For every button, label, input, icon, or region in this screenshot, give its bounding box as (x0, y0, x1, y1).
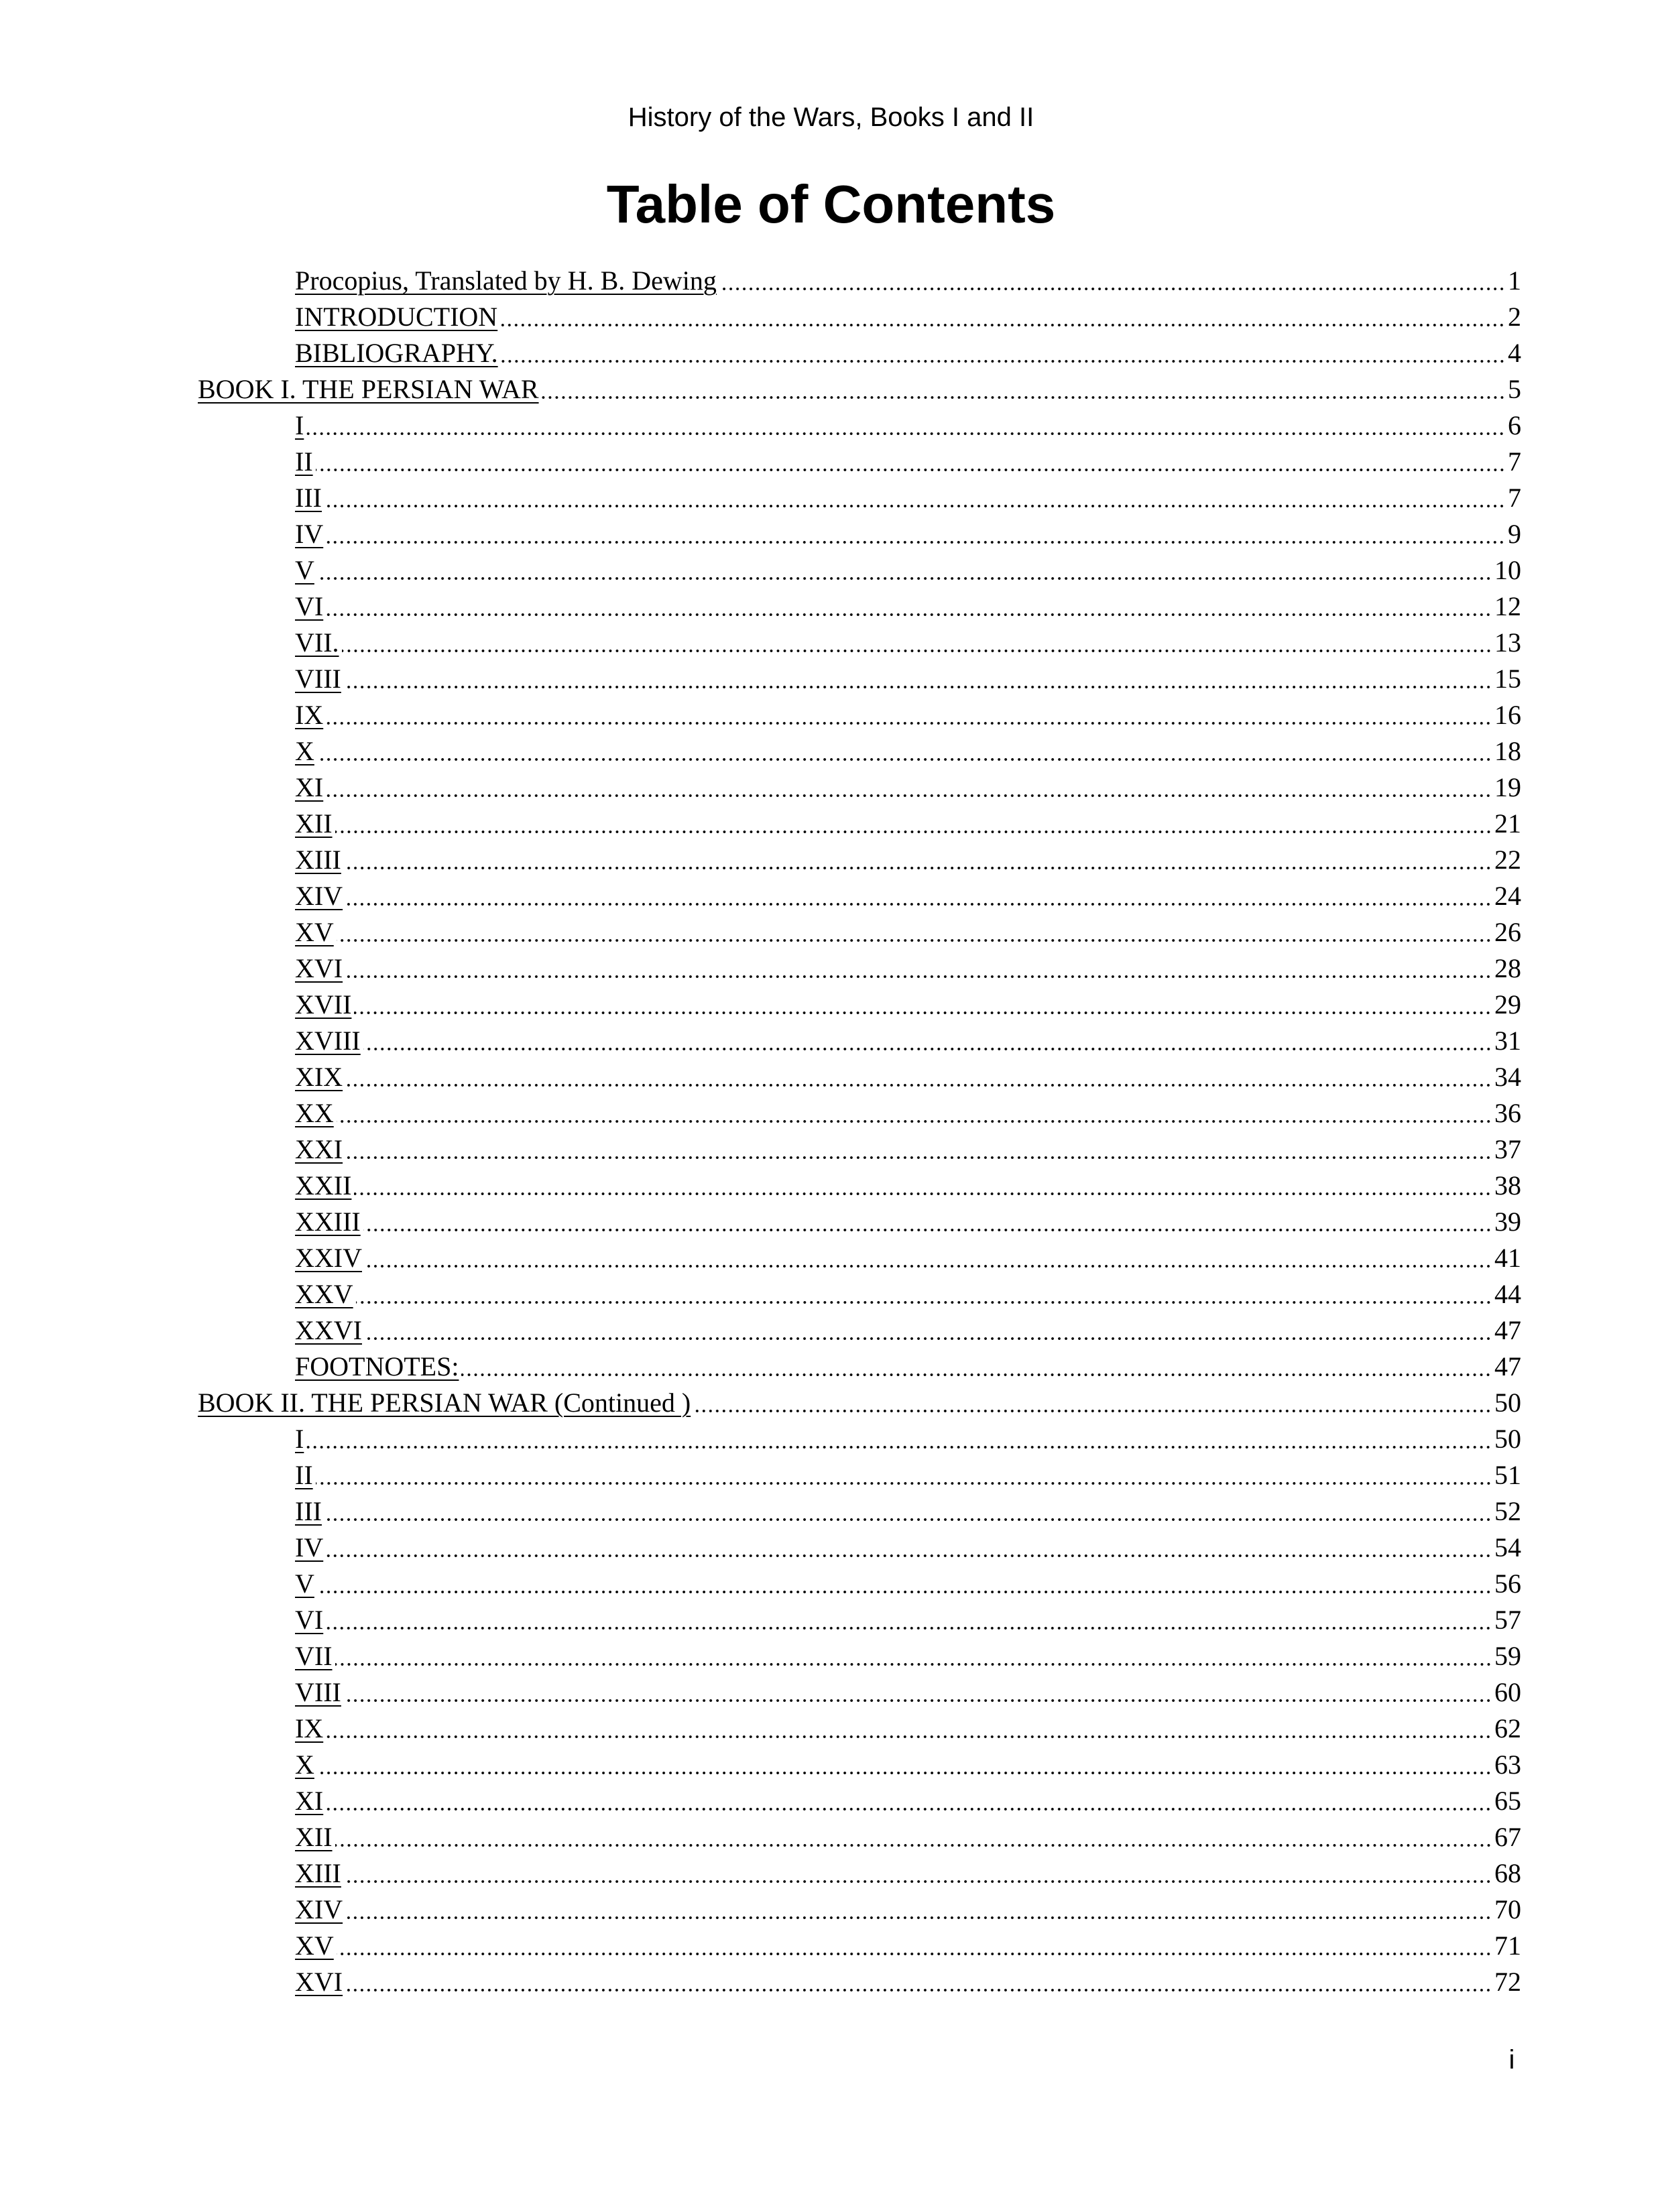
toc-entry-link[interactable]: XII (295, 808, 333, 839)
dot-leader (317, 757, 1492, 762)
dot-leader (326, 612, 1492, 617)
toc-entry (295, 334, 1521, 370)
toc-entry (198, 1384, 1521, 1420)
dot-leader (363, 1046, 1492, 1052)
toc-entry-link[interactable]: BOOK II. THE PERSIAN WAR (Continued ) (198, 1388, 691, 1418)
toc-entry-link[interactable]: XXII (295, 1170, 352, 1201)
toc-entry-link[interactable]: Procopius, Translated by H. B. Dewing (295, 265, 717, 296)
dot-leader (306, 431, 1505, 436)
toc-entry-page: 50 (1494, 1424, 1521, 1454)
toc-entry (295, 660, 1521, 696)
toc-entry-link[interactable]: II (295, 446, 313, 477)
page-number: i (1508, 2045, 1515, 2075)
toc-entry-link[interactable]: XI (295, 772, 324, 802)
toc-entry-page: 65 (1494, 1786, 1521, 1816)
toc-entry (295, 913, 1521, 949)
toc-entry-page: 7 (1508, 483, 1521, 513)
toc-entry (295, 1709, 1521, 1745)
dot-leader (542, 395, 1505, 400)
toc-entry-link[interactable]: XXIV (295, 1243, 362, 1273)
dot-leader (306, 1445, 1492, 1450)
toc-entry (295, 1492, 1521, 1528)
toc-entry (295, 1601, 1521, 1637)
toc-entry (295, 1203, 1521, 1239)
toc-entry-link[interactable]: VIII (295, 664, 341, 694)
toc-entry-link[interactable]: I (295, 1424, 304, 1454)
toc-entry (295, 1347, 1521, 1384)
toc-entry-link[interactable]: VI (295, 1605, 324, 1635)
toc-entry-link[interactable]: VI (295, 591, 324, 621)
toc-entry-link[interactable]: V (295, 555, 314, 585)
dot-leader (316, 1481, 1492, 1486)
toc-entry-link[interactable]: XIX (295, 1062, 343, 1092)
dot-leader (335, 829, 1492, 835)
dot-leader (693, 1408, 1492, 1414)
toc-entry-page: 6 (1508, 410, 1521, 440)
toc-entry (295, 768, 1521, 804)
toc-entry-page: 10 (1494, 555, 1521, 585)
toc-entry (295, 1130, 1521, 1166)
toc-entry-link[interactable]: IV (295, 519, 324, 549)
toc-entry-page: 47 (1494, 1351, 1521, 1381)
toc-entry-page: 37 (1494, 1134, 1521, 1164)
dot-leader (326, 1625, 1492, 1631)
toc-entry-page: 72 (1494, 1967, 1521, 1997)
dot-leader (344, 865, 1492, 871)
toc-entry-page: 67 (1494, 1822, 1521, 1852)
dot-leader (342, 648, 1492, 654)
dot-leader (345, 1915, 1492, 1920)
toc-entry-link[interactable]: XII (295, 1822, 333, 1852)
toc-entry-page: 13 (1494, 627, 1521, 658)
toc-entry-link[interactable]: X (295, 1749, 314, 1780)
toc-entry (295, 1058, 1521, 1094)
dot-leader (335, 1662, 1492, 1667)
toc-entry-page: 12 (1494, 591, 1521, 621)
dot-leader (337, 1119, 1492, 1124)
toc-entry-link[interactable]: XXVI (295, 1315, 362, 1345)
toc-entry-link[interactable]: XXIII (295, 1207, 361, 1237)
toc-entry-link[interactable]: XI (295, 1786, 324, 1816)
dot-leader (344, 1879, 1492, 1884)
toc-entry (295, 623, 1521, 660)
toc-entry-page: 7 (1508, 446, 1521, 477)
dot-leader (345, 1155, 1492, 1160)
toc-entry (295, 442, 1521, 479)
dot-leader (326, 1553, 1492, 1558)
toc-entry-link[interactable]: VIII (295, 1677, 341, 1707)
toc-entry (295, 1890, 1521, 1926)
toc-entry-page: 1 (1508, 265, 1521, 296)
dot-leader (337, 938, 1492, 943)
toc-entry-page: 54 (1494, 1532, 1521, 1562)
toc-entry (295, 1166, 1521, 1203)
toc-entry (198, 370, 1521, 406)
toc-entry (295, 515, 1521, 551)
toc-entry-page: 18 (1494, 736, 1521, 766)
dot-leader (461, 1372, 1492, 1377)
running-header: History of the Wars, Books I and II (628, 103, 1034, 132)
toc-entry-link[interactable]: BIBLIOGRAPHY. (295, 338, 498, 368)
toc-entry-page: 16 (1494, 700, 1521, 730)
dot-leader (344, 684, 1492, 690)
toc-entry (295, 841, 1521, 877)
dot-leader (335, 1843, 1492, 1848)
toc-entry (295, 1564, 1521, 1601)
toc-entry-page: 57 (1494, 1605, 1521, 1635)
toc-entry-link[interactable]: XIII (295, 1858, 341, 1888)
dot-leader (500, 322, 1505, 328)
toc-entry-link[interactable]: II (295, 1460, 313, 1490)
toc-entry-link[interactable]: XIV (295, 1894, 343, 1924)
toc-entry-page: 51 (1494, 1460, 1521, 1490)
dot-leader (365, 1264, 1492, 1269)
dot-leader (316, 467, 1505, 473)
toc-entry (295, 1022, 1521, 1058)
dot-leader (354, 1010, 1492, 1016)
dot-leader (345, 902, 1492, 907)
toc-entry (295, 877, 1521, 913)
toc-entry-link[interactable]: XX (295, 1098, 334, 1128)
toc-entry-link[interactable]: VII. (295, 627, 339, 658)
dot-leader (324, 1517, 1492, 1522)
toc-entry-link[interactable]: XVI (295, 953, 343, 983)
dot-leader (345, 1083, 1492, 1088)
toc-entry-page: 63 (1494, 1749, 1521, 1780)
toc-entry (295, 1926, 1521, 1963)
toc-entry-page: 19 (1494, 772, 1521, 802)
toc-entry-page: 24 (1494, 881, 1521, 911)
toc-entry (295, 261, 1521, 298)
toc-entry-page: 26 (1494, 917, 1521, 947)
dot-leader (337, 1951, 1492, 1957)
toc-entry (295, 551, 1521, 587)
toc-entry (295, 1745, 1521, 1782)
toc-entry-page: 62 (1494, 1713, 1521, 1743)
toc-entry (295, 985, 1521, 1022)
toc-entry-page: 22 (1494, 845, 1521, 875)
toc-entry-link[interactable]: III (295, 483, 322, 513)
dot-leader (326, 721, 1492, 726)
toc-entry-page: 9 (1508, 519, 1521, 549)
toc-entry (295, 732, 1521, 768)
dot-leader (719, 286, 1505, 292)
toc-entry-link[interactable]: XIV (295, 881, 343, 911)
toc-entry-link[interactable]: V (295, 1569, 314, 1599)
toc-entry-link[interactable]: I (295, 410, 304, 440)
toc-entry-page: 15 (1494, 664, 1521, 694)
toc-entry-page: 70 (1494, 1894, 1521, 1924)
toc-entry (295, 696, 1521, 732)
dot-leader (354, 1191, 1492, 1196)
toc-entry (295, 1673, 1521, 1709)
toc-entry-page: 68 (1494, 1858, 1521, 1888)
toc-entry (295, 804, 1521, 841)
toc-entry-link[interactable]: XV (295, 917, 334, 947)
toc-entry (295, 1637, 1521, 1673)
toc-entry-page: 38 (1494, 1170, 1521, 1201)
toc-entry-page: 34 (1494, 1062, 1521, 1092)
toc-entry-page: 47 (1494, 1315, 1521, 1345)
toc-entry (295, 1456, 1521, 1492)
toc-entry-link[interactable]: XXI (295, 1134, 343, 1164)
toc-entry (295, 1420, 1521, 1456)
toc-entry-link[interactable]: XV (295, 1930, 334, 1961)
toc-entry-link[interactable]: XVII (295, 989, 352, 1020)
toc-entry-page: 4 (1508, 338, 1521, 368)
toc-entry (295, 1782, 1521, 1818)
toc-entry-link[interactable]: BOOK I. THE PERSIAN WAR (198, 374, 539, 404)
toc-entry-page: 44 (1494, 1279, 1521, 1309)
toc-entry (295, 1963, 1521, 1999)
toc-entry (295, 406, 1521, 442)
toc-entry (295, 949, 1521, 985)
toc-entry-page: 41 (1494, 1243, 1521, 1273)
dot-leader (317, 1589, 1492, 1595)
toc-entry (295, 1854, 1521, 1890)
toc-entry-link[interactable]: X (295, 736, 314, 766)
toc-entry (295, 1818, 1521, 1854)
dot-leader (345, 1987, 1492, 1993)
toc-entry-link[interactable]: IX (295, 1713, 324, 1743)
dot-leader (317, 576, 1492, 581)
toc-entry-link[interactable]: IV (295, 1532, 324, 1562)
dot-leader (326, 1734, 1492, 1739)
toc-entry-page: 29 (1494, 989, 1521, 1020)
toc-entry-page: 71 (1494, 1930, 1521, 1961)
toc-entry (295, 479, 1521, 515)
toc-entry-page: 2 (1508, 302, 1521, 332)
toc-entry-link[interactable]: XVIII (295, 1026, 361, 1056)
dot-leader (363, 1227, 1492, 1233)
toc-entry-page: 28 (1494, 953, 1521, 983)
page-title: Table of Contents (606, 174, 1056, 234)
toc-entry-link[interactable]: FOOTNOTES: (295, 1351, 459, 1381)
dot-leader (326, 1806, 1492, 1812)
toc-entry (295, 1239, 1521, 1275)
toc-entry-page: 36 (1494, 1098, 1521, 1128)
toc-entry-link[interactable]: XVI (295, 1967, 343, 1997)
toc-entry (295, 1094, 1521, 1130)
dot-leader (345, 974, 1492, 979)
dot-leader (324, 503, 1505, 509)
toc-entry-page: 60 (1494, 1677, 1521, 1707)
toc-entry (295, 587, 1521, 623)
dot-leader (501, 359, 1505, 364)
toc-entry-page: 52 (1494, 1496, 1521, 1526)
toc-entry-page: 50 (1494, 1388, 1521, 1418)
toc-entry (295, 1528, 1521, 1564)
toc-entry-page: 56 (1494, 1569, 1521, 1599)
toc-entry (295, 1275, 1521, 1311)
toc-entry-page: 5 (1508, 374, 1521, 404)
toc-entry-link[interactable]: III (295, 1496, 322, 1526)
toc-entry-link[interactable]: XXV (295, 1279, 353, 1309)
toc-entry-link[interactable]: IX (295, 700, 324, 730)
toc-entry-page: 31 (1494, 1026, 1521, 1056)
toc-entry-page: 39 (1494, 1207, 1521, 1237)
toc-entry (295, 1311, 1521, 1347)
dot-leader (365, 1336, 1492, 1341)
toc-entry-page: 21 (1494, 808, 1521, 839)
dot-leader (317, 1770, 1492, 1776)
dot-leader (344, 1698, 1492, 1703)
dot-leader (356, 1300, 1492, 1305)
dot-leader (326, 793, 1492, 798)
dot-leader (326, 540, 1505, 545)
toc-entry-page: 59 (1494, 1641, 1521, 1671)
toc-entry (295, 298, 1521, 334)
toc-entry-link[interactable]: INTRODUCTION (295, 302, 498, 332)
toc-entry-link[interactable]: XIII (295, 845, 341, 875)
toc-entry-link[interactable]: VII (295, 1641, 333, 1671)
